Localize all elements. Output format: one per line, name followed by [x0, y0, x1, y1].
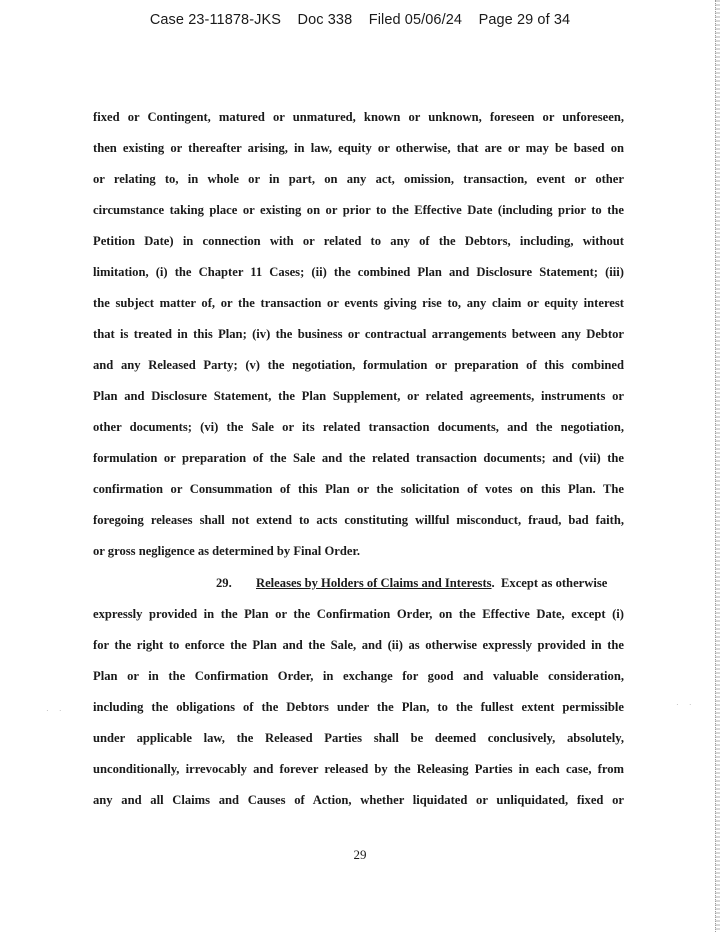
paragraph-line: including the obligations of the Debtors under the Plan, to the fullest extent permissible: [93, 700, 624, 714]
paragraph-line: or relating to, in whole or in part, on any act, omission, transaction, event or other: [93, 172, 624, 186]
scan-artifact-mark: · ·: [676, 700, 696, 709]
section-first-line-text: Except as otherwise: [494, 576, 608, 590]
case-header-stamp: Case 23-11878-JKS Doc 338 Filed 05/06/24 Page 29 of 34: [149, 12, 571, 28]
paragraph-line: limitation, (i) the Chapter 11 Cases; (ii) the combined Plan and Disclosure Statement; (iii): [93, 265, 624, 279]
section-29-paragraph: [93, 568, 624, 816]
paragraph-line: confirmation or Consummation of this Plan or the solicitation of votes on this Plan. The: [93, 482, 624, 496]
paragraph-line: Plan or in the Confirmation Order, in exchange for good and valuable consideration,: [93, 669, 624, 683]
continuation-paragraph: [93, 102, 624, 567]
paragraph-line: and any Released Party; (v) the negotiation, formulation or preparation of this combined: [93, 358, 624, 372]
section-title-punct: .: [491, 576, 495, 590]
paragraph-line: formulation or preparation of the Sale and the related transaction documents; and (vii) the: [93, 451, 624, 465]
paragraph-line: other documents; (vi) the Sale or its related transaction documents, and the negotiation,: [93, 420, 624, 434]
paragraph-line: fixed or Contingent, matured or unmatured, known or unknown, foreseen or unforeseen,: [93, 110, 624, 124]
paragraph-line: for the right to enforce the Plan and the Sale, and (ii) as otherwise expressly provided in the: [93, 638, 624, 652]
paragraph-line: that is treated in this Plan; (iv) the business or contractual arrangements between any Debtor: [93, 327, 624, 341]
paragraph-line: or gross negligence as determined by Final Order.: [93, 544, 361, 558]
section-29-heading-line: [93, 568, 624, 599]
paragraph-line: circumstance taking place or existing on or prior to the Effective Date (including prior to the: [93, 203, 624, 217]
paragraph-line: unconditionally, irrevocably and forever released by the Releasing Parties in each case, from: [93, 762, 624, 776]
page-number: 29: [353, 847, 367, 862]
scan-edge-border: [715, 0, 720, 932]
paragraph-line: then existing or thereafter arising, in law, equity or otherwise, that are or may be based on: [93, 141, 624, 155]
paragraph-line: any and all Claims and Causes of Action, whether liquidated or unliquidated, fixed or: [93, 793, 624, 807]
paragraph-line: foregoing releases shall not extend to acts constituting willful misconduct, fraud, bad faith,: [93, 513, 624, 527]
paragraph-line: Plan and Disclosure Statement, the Plan Supplement, or related agreements, instruments or: [93, 389, 624, 403]
paragraph-line: Petition Date) in connection with or related to any of the Debtors, including, without: [93, 234, 624, 248]
paragraph-line: expressly provided in the Plan or the Confirmation Order, on the Effective Date, except (i): [93, 607, 624, 621]
scan-artifact-mark: · ·: [46, 706, 66, 715]
paragraph-line: under applicable law, the Released Parties shall be deemed conclusively, absolutely,: [93, 731, 624, 745]
section-number: 29.: [216, 576, 232, 590]
section-title: Releases by Holders of Claims and Interests: [256, 576, 492, 590]
paragraph-line: the subject matter of, or the transaction or events giving rise to, any claim or equity interest: [93, 296, 624, 310]
